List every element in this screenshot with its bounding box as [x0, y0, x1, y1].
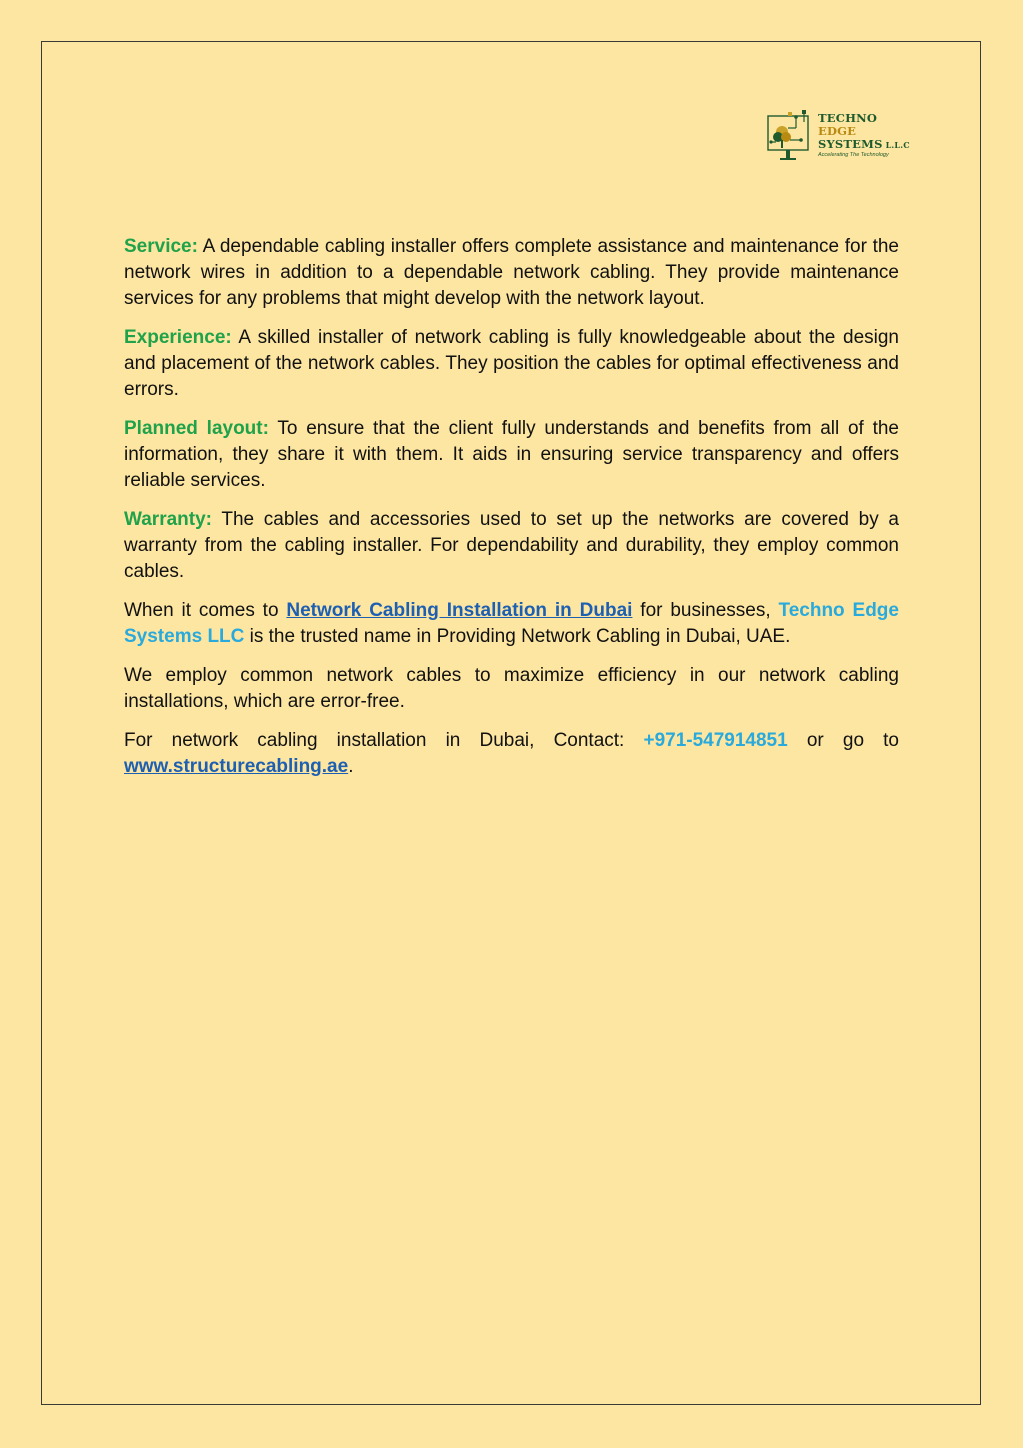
logo-systems-text: SYSTEMS [818, 137, 883, 151]
experience-text: A skilled installer of network cabling is fully knowledgeable about the design and placement of the network cables. They position the cables for optimal effectiveness and errors. [124, 327, 899, 400]
service-label: Service: [124, 236, 198, 257]
document-body [124, 234, 899, 793]
warranty-text: The cables and accessories used to set up the networks are covered by a warranty from the cabling installer. For dependability and durability, they employ common cables. [124, 509, 899, 582]
logo-line-techno: TECHNO [818, 111, 878, 125]
planned-layout-text: To ensure that the client fully understands and benefits from all of the information, they share it with them. It aids in ensuring service transparency and offers reliable services. [124, 418, 899, 491]
company-logo [766, 110, 910, 166]
contact-suffix: . [348, 756, 354, 777]
logo-line-edge: EDGE [818, 124, 857, 138]
service-paragraph [124, 234, 899, 312]
experience-paragraph [124, 325, 899, 403]
logo-wordmark [818, 112, 910, 159]
employ-paragraph: We employ common network cables to maximize efficiency in our network cabling installations, which are error-free. [124, 665, 899, 712]
contact-paragraph [124, 728, 899, 780]
when-paragraph [124, 598, 899, 650]
logo-monitor-tree-icon [766, 110, 814, 166]
logo-line-systems [818, 138, 910, 152]
contact-middle: or go to [787, 730, 899, 751]
planned-layout-paragraph [124, 416, 899, 494]
website-link[interactable]: www.structurecabling.ae [124, 756, 349, 777]
when-prefix: When it comes to [124, 600, 287, 621]
brand-name: Techno Edge Systems LLC [124, 600, 899, 647]
planned-layout-label: Planned layout: [124, 418, 269, 439]
service-text: A dependable cabling installer offers complete assistance and maintenance for the network wires in addition to a dependable network cabling. They provide maintenance services for any problems that might develop with the network layout. [124, 236, 899, 309]
logo-llc-text: L.L.C [885, 140, 910, 150]
contact-prefix: For network cabling installation in Dubai, Contact: [124, 730, 644, 751]
experience-label: Experience: [124, 327, 232, 348]
logo-tagline: Accelerating The Technology [818, 152, 889, 158]
contact-phone: +971-547914851 [643, 730, 788, 751]
when-middle: for businesses, [632, 600, 779, 621]
when-suffix: is the trusted name in Providing Network Cabling in Dubai, UAE. [244, 626, 791, 647]
warranty-label: Warranty: [124, 509, 212, 530]
network-cabling-link[interactable]: Network Cabling Installation in Dubai [286, 600, 633, 621]
warranty-paragraph [124, 507, 899, 585]
